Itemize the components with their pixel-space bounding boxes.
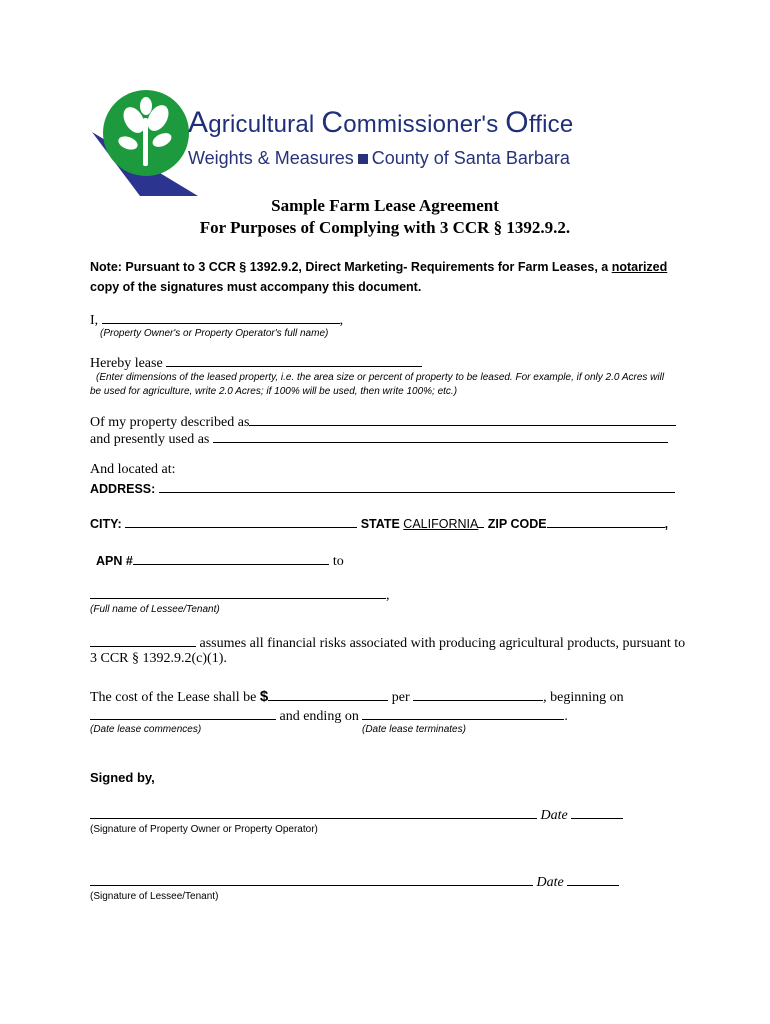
- city-state-zip-row: CITY: STATE CALIFORNIA ZIP CODE ,: [90, 517, 669, 531]
- owner-name-field[interactable]: [102, 311, 340, 324]
- owner-signature-date-field[interactable]: [571, 806, 623, 819]
- lessee-name-hint: (Full name of Lessee/Tenant): [90, 604, 220, 615]
- lease-size-field[interactable]: [166, 354, 422, 367]
- property-description-row: Of my property described as: [90, 413, 676, 431]
- owner-name-hint: (Property Owner's or Property Operator's full name): [100, 328, 329, 339]
- property-use-row: and presently used as: [90, 430, 668, 448]
- logo-graphic: [88, 88, 198, 198]
- logo-title: Agricultural Commissioner's Office: [188, 106, 574, 139]
- address-row: ADDRESS:: [90, 480, 675, 496]
- lease-cost-row: The cost of the Lease shall be $ per , beginning on: [90, 688, 624, 705]
- document-title: Sample Farm Lease Agreement: [271, 196, 499, 215]
- owner-signature-row: Date: [90, 806, 623, 824]
- commences-hint: (Date lease commences): [90, 724, 202, 735]
- owner-name-row: I, ,: [90, 313, 344, 328]
- lease-cost-field[interactable]: [268, 688, 388, 701]
- property-description-field[interactable]: [249, 413, 676, 426]
- signed-by-label: Signed by,: [90, 770, 155, 785]
- terminates-hint: (Date lease terminates): [362, 724, 466, 735]
- address-field[interactable]: [159, 480, 675, 493]
- lessee-name-field[interactable]: [90, 586, 386, 599]
- lessee-signature-field[interactable]: [90, 873, 533, 886]
- owner-signature-field[interactable]: [90, 806, 537, 819]
- logo-subtitle: Weights & Measures County of Santa Barbara: [188, 148, 570, 168]
- risk-citation: 3 CCR § 1392.9.2(c)(1).: [90, 651, 227, 666]
- lease-size-row: Hereby lease: [90, 354, 422, 372]
- city-field[interactable]: [125, 515, 357, 528]
- apn-row: APN # to: [96, 554, 344, 569]
- lessee-signature-hint: (Signature of Lessee/Tenant): [90, 891, 219, 902]
- lease-period-field[interactable]: [413, 688, 543, 701]
- lease-end-date-field[interactable]: [362, 707, 564, 720]
- risk-party-field[interactable]: [90, 634, 196, 647]
- square-bullet-icon: [358, 154, 368, 164]
- risk-row: assumes all financial risks associated with producing agricultural products, pursuant to: [90, 634, 685, 652]
- lease-dates-row: and ending on .: [90, 707, 568, 725]
- lessee-signature-date-field[interactable]: [567, 873, 619, 886]
- notary-note: Note: Pursuant to 3 CCR § 1392.9.2, Direct Marketing- Requirements for Farm Leases, a notarized copy of the signatures must accompany this document.: [90, 260, 668, 294]
- located-label: And located at:: [90, 462, 176, 477]
- agency-logo: [88, 88, 574, 198]
- state-underline-tail: [478, 515, 484, 528]
- property-use-field[interactable]: [213, 430, 668, 443]
- lease-start-date-field[interactable]: [90, 707, 276, 720]
- dimensions-hint-1: (Enter dimensions of the leased property, i.e. the area size or percent of property to be leased. For example, if only 2.0 Acres will: [96, 372, 665, 383]
- lessee-signature-row: Date: [90, 873, 619, 891]
- state-value: CALIFORNIA: [403, 517, 479, 531]
- owner-signature-hint: (Signature of Property Owner or Property Operator): [90, 824, 318, 835]
- apn-field[interactable]: [133, 552, 329, 565]
- document-subtitle: For Purposes of Complying with 3 CCR § 1392.9.2.: [199, 218, 571, 237]
- dimensions-hint-2: be used for agriculture, write 2.0 Acres; if 100% will be used, then write 100%; etc.): [90, 386, 458, 397]
- lessee-name-row: ,: [90, 586, 390, 604]
- zip-code-field[interactable]: [547, 515, 665, 528]
